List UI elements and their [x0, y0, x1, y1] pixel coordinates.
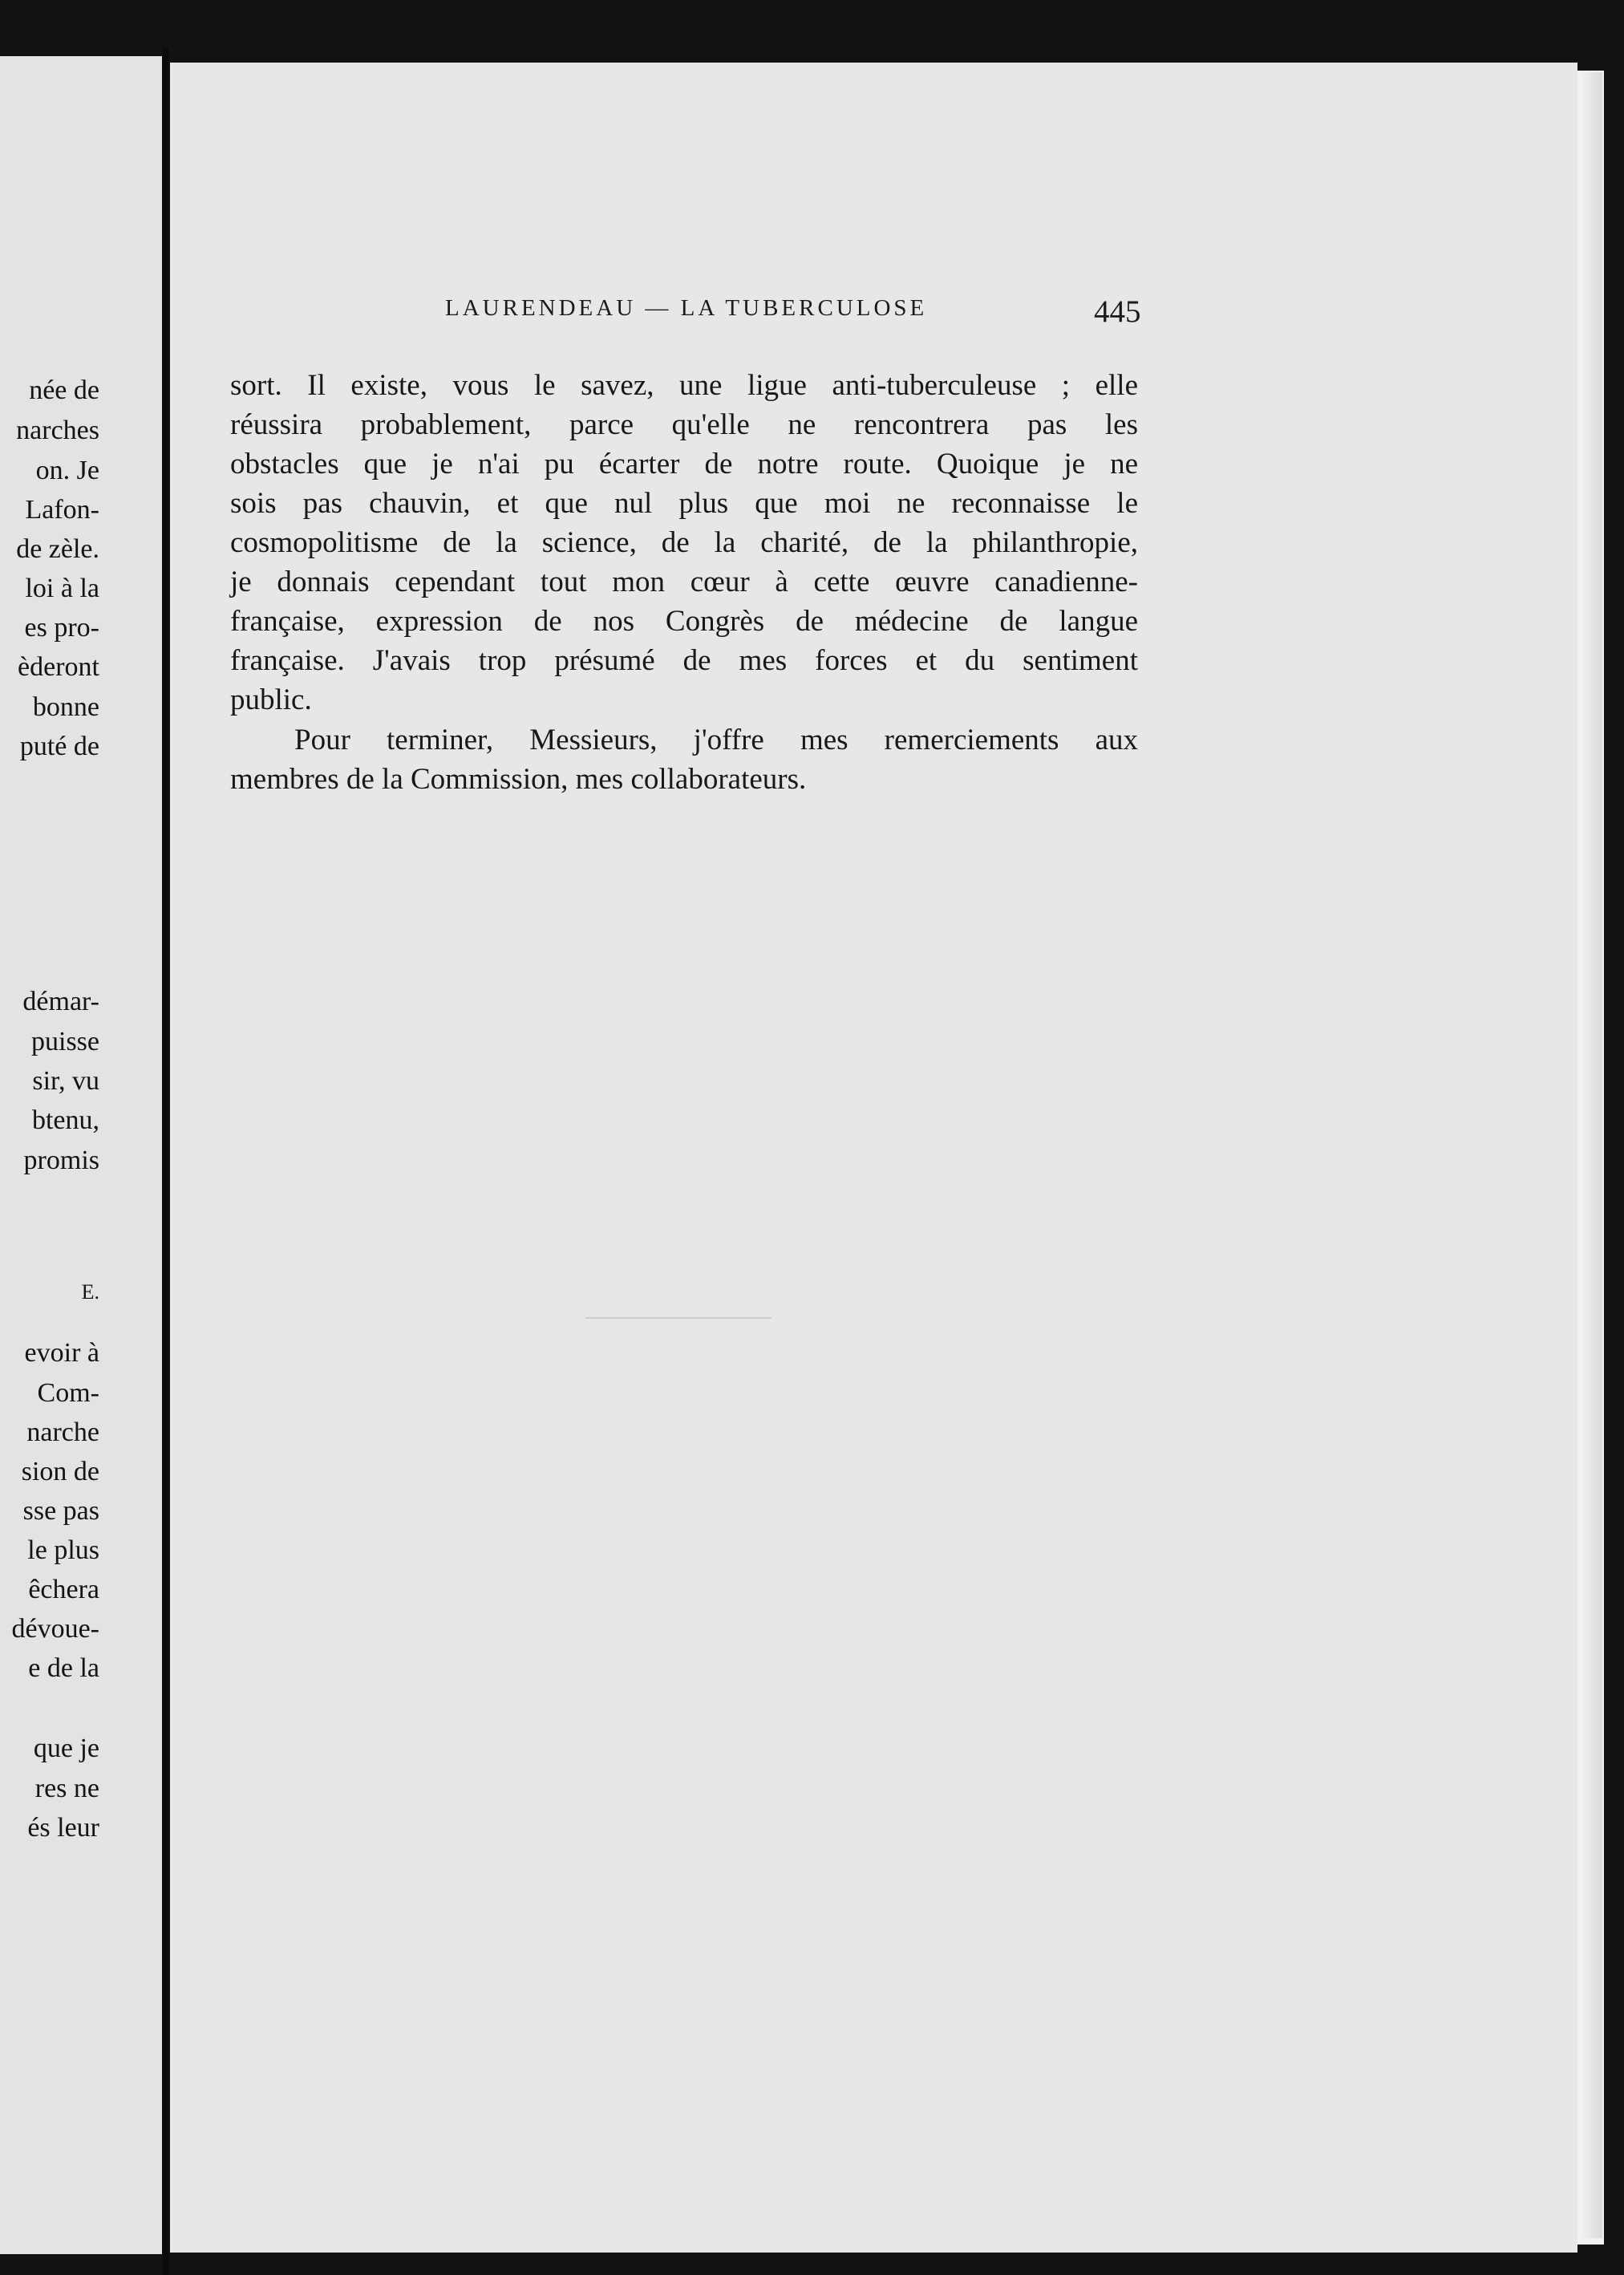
left-page-line: êchera: [28, 1575, 99, 1604]
left-page-line: narche: [26, 1417, 99, 1447]
left-page-line: evoir à: [24, 1338, 99, 1368]
left-page-line: sir, vu: [32, 1066, 99, 1096]
body-text-line: française, expression de nos Congrès de médecine de langue: [230, 605, 1138, 638]
left-page-line: puisse: [31, 1027, 99, 1056]
left-page-line: narches: [16, 416, 99, 445]
body-text-line: sois pas chauvin, et que nul plus que moi ne reconnaisse le: [230, 487, 1138, 520]
body-text-line: membres de la Commission, mes collaborateurs.: [230, 763, 807, 796]
left-page-line: btenu,: [31, 1105, 99, 1135]
left-page-line: e de la: [28, 1653, 99, 1683]
page-edge-shadow: [1580, 72, 1602, 2238]
left-page-heading-fragment: E.: [81, 1280, 99, 1304]
book-gutter: [162, 48, 168, 2275]
body-text-line: réussira probablement, parce qu'elle ne rencontrera pas les: [230, 408, 1138, 441]
page-number: 445: [1094, 294, 1141, 329]
left-page-line: puté de: [19, 732, 99, 761]
body-text-line: cosmopolitisme de la science, de la charité, de la philanthropie,: [230, 526, 1138, 559]
left-page-line: promis: [23, 1146, 99, 1175]
left-page-line: sse pas: [22, 1496, 99, 1526]
body-text-line: je donnais cependant tout mon cœur à cette œuvre canadienne-: [230, 566, 1138, 598]
left-page-line: Com-: [37, 1378, 99, 1408]
left-page-line: loi à la: [25, 574, 99, 603]
running-head: LAURENDEAU — LA TUBERCULOSE: [445, 295, 928, 321]
left-page-line: née de: [29, 375, 99, 405]
left-page-line: es pro-: [24, 613, 99, 643]
left-page-line: res ne: [34, 1774, 99, 1803]
left-page-line: démar-: [22, 987, 99, 1016]
facing-page-left: [0, 56, 162, 2254]
left-page-line: Lafon-: [25, 495, 99, 525]
faint-rule: [585, 1317, 772, 1319]
left-page-line: èderont: [18, 652, 99, 682]
left-page-line: on. Je: [35, 456, 99, 485]
body-text-line: obstacles que je n'ai pu écarter de notre route. Quoique je ne: [230, 448, 1138, 481]
body-text-line: sort. Il existe, vous le savez, une ligue anti-tuberculeuse ; elle: [230, 369, 1138, 402]
left-page-line: bonne: [32, 692, 99, 722]
body-text-line: française. J'avais trop présumé de mes forces et du sentiment: [230, 644, 1138, 677]
left-page-line: le plus: [27, 1535, 99, 1565]
body-text-line: Pour terminer, Messieurs, j'offre mes remerciements aux: [294, 724, 1138, 756]
body-text-line: public.: [230, 683, 312, 716]
left-page-line: és leur: [27, 1813, 99, 1843]
left-page-line: que je: [33, 1734, 99, 1763]
left-page-line: dévoue-: [11, 1614, 99, 1644]
left-page-line: de zèle.: [16, 534, 99, 564]
left-page-line: sion de: [21, 1457, 99, 1486]
